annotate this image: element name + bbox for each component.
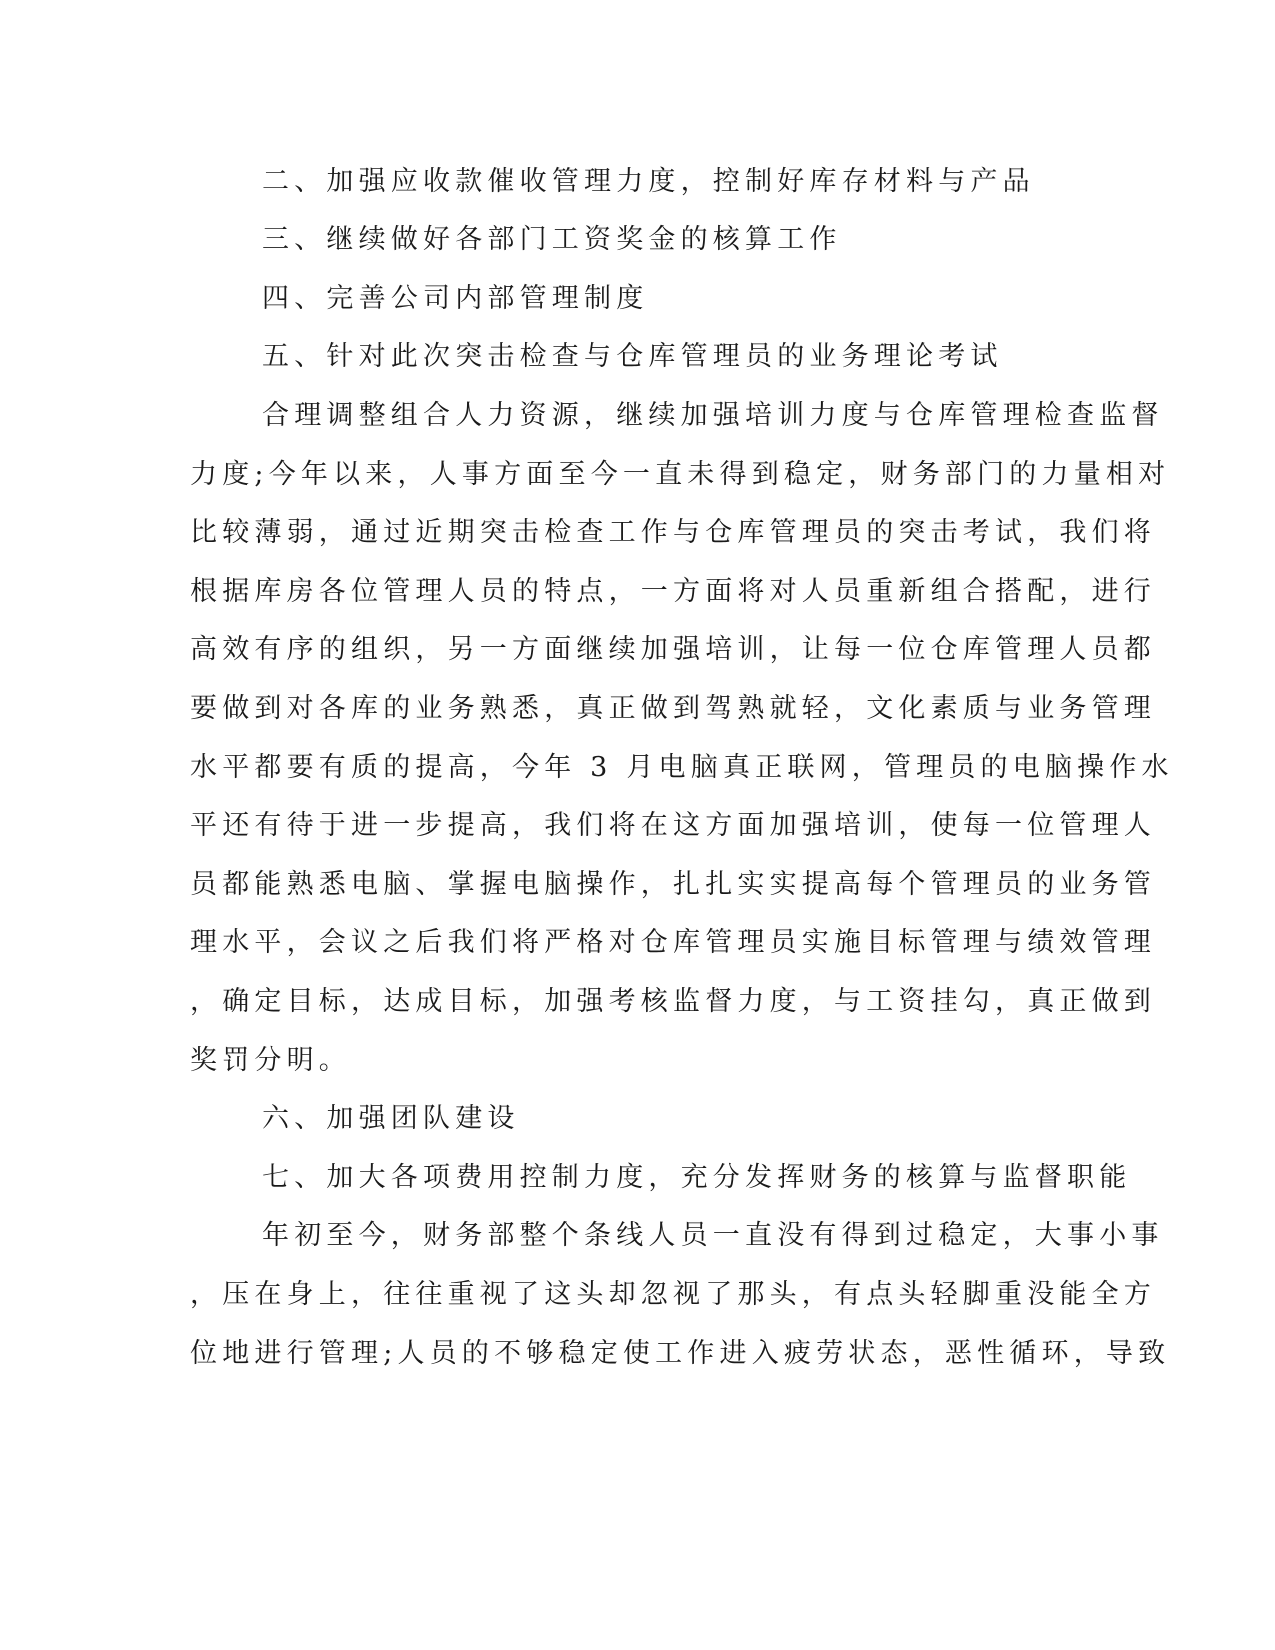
- text-line: 二、加强应收款催收管理力度，控制好库存材料与产品: [262, 166, 1035, 197]
- text-line: 根据库房各位管理人员的特点，一方面将对人员重新组合搭配，进行: [190, 576, 1156, 607]
- text-line: 比较薄弱，通过近期突击检查工作与仓库管理员的突击考试，我们将: [190, 517, 1156, 548]
- text-line: 五、针对此次突击检查与仓库管理员的业务理论考试: [262, 341, 1003, 372]
- text-line: 合理调整组合人力资源，继续加强培训力度与仓库管理检查监督: [262, 400, 1164, 431]
- text-line: 高效有序的组织，另一方面继续加强培训，让每一位仓库管理人员都: [190, 634, 1156, 665]
- text-line: ，压在身上，往往重视了这头却忽视了那头，有点头轻脚重没能全方: [190, 1279, 1156, 1310]
- text-line: 力度;今年以来，人事方面至今一直未得到稳定，财务部门的力量相对: [190, 459, 1171, 490]
- text-line: 员都能熟悉电脑、掌握电脑操作，扎扎实实提高每个管理员的业务管: [190, 869, 1156, 900]
- text-line: 七、加大各项费用控制力度，充分发挥财务的核算与监督职能: [262, 1162, 1132, 1193]
- text-line: 奖罚分明。: [190, 1045, 351, 1076]
- text-line: 理水平，会议之后我们将严格对仓库管理员实施目标管理与绩效管理: [190, 927, 1156, 958]
- text-line: 六、加强团队建设: [262, 1103, 520, 1134]
- text-line: ，确定目标，达成目标，加强考核监督力度，与工资挂勾，真正做到: [190, 986, 1156, 1017]
- text-line: 四、完善公司内部管理制度: [262, 283, 649, 314]
- text-line: 年初至今，财务部整个条线人员一直没有得到过稳定，大事小事: [262, 1220, 1164, 1251]
- text-line: 三、继续做好各部门工资奖金的核算工作: [262, 224, 842, 255]
- text-line: 要做到对各库的业务熟悉，真正做到驾熟就轻，文化素质与业务管理: [190, 693, 1156, 724]
- text-line: 平还有待于进一步提高，我们将在这方面加强培训，使每一位管理人: [190, 810, 1156, 841]
- text-line: 水平都要有质的提高，今年 3 月电脑真正联网，管理员的电脑操作水: [190, 752, 1174, 783]
- text-line: 位地进行管理;人员的不够稳定使工作进入疲劳状态，恶性循环，导致: [190, 1338, 1171, 1369]
